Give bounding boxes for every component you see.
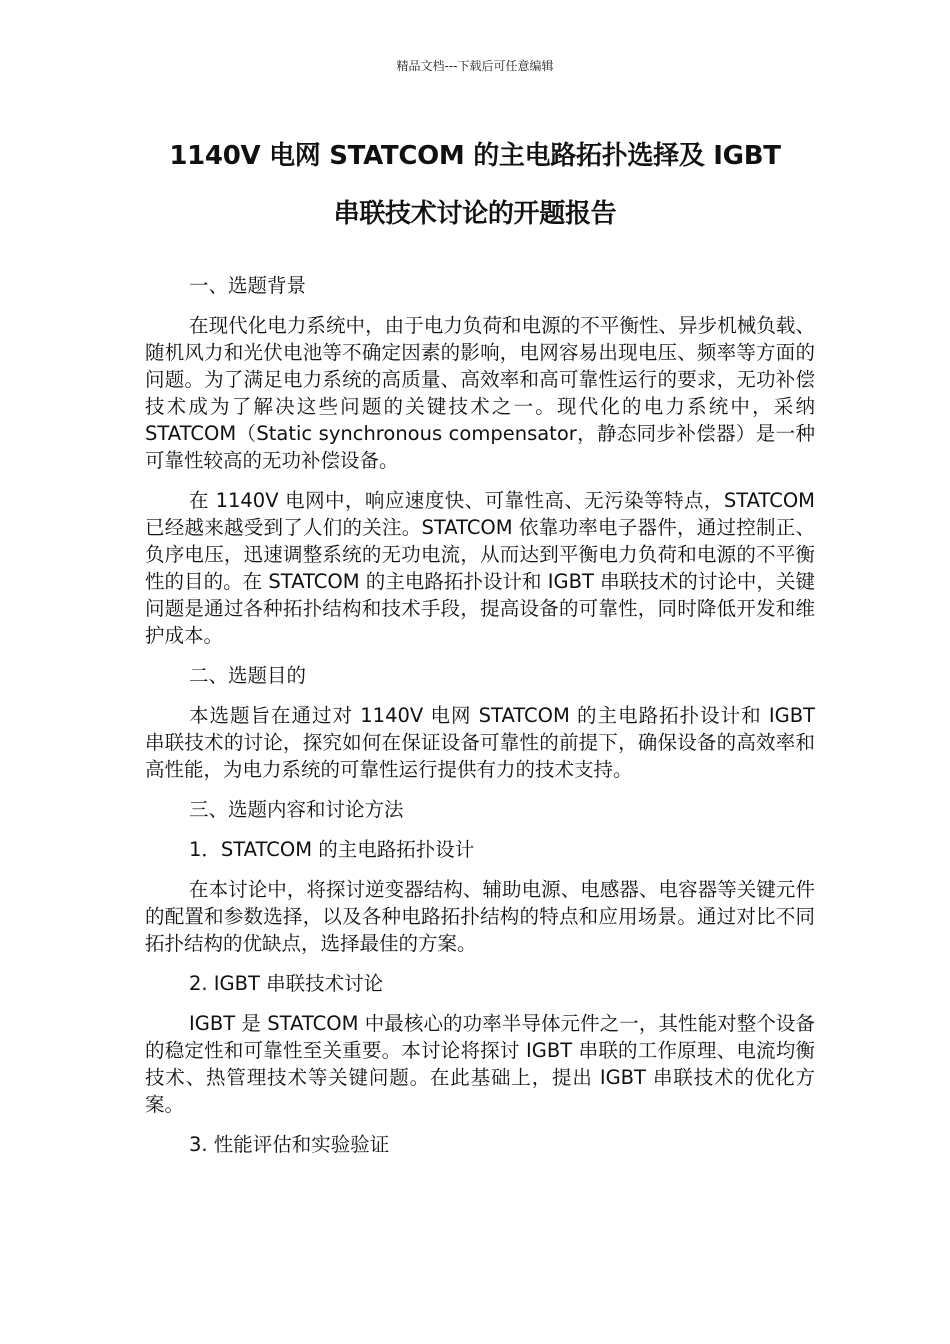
- document-title-line-1: 1140V 电网 STATCOM 的主电路拓扑选择及 IGBT: [169, 141, 781, 171]
- subheading-performance-evaluation: 3. 性能评估和实验验证: [189, 1133, 390, 1156]
- document-body: [145, 272, 815, 1171]
- page-header: 精品文档---下载后可任意编辑: [396, 59, 554, 73]
- paragraph-background-2: 在 1140V 电网中，响应速度快、可靠性高、无污染等特点，STATCOM 已经越来越受到了人们的关注。STATCOM 依靠功率电子器件，通过控制正、负序电压，迅速调整系统的无功电流，从而达到平衡电力负荷和电源的不平衡性的目的。在 STATCOM 的主电路拓扑设计和 IGBT 串联技术的讨论中，关键问题是通过各种拓扑结构和技术手段，提高设备的可靠性，同时降低开发和维护成本。: [145, 489, 815, 647]
- subheading-igbt-series: 2. IGBT 串联技术讨论: [189, 972, 384, 995]
- paragraph-background-1: 在现代化电力系统中，由于电力负荷和电源的不平衡性、异步机械负载、随机风力和光伏电池等不确定因素的影响，电网容易出现电压、频率等方面的问题。为了满足电力系统的高质量、高效率和高可靠性运行的要求，无功补偿技术成为了解决这些问题的关键技术之一。现代化的电力系统中，采纳 STATCOM（Static synchronous compensator，静态同步补偿器）是一种可靠性较高的无功补偿设备。: [145, 314, 815, 472]
- section-heading-purpose: 二、选题目的: [189, 664, 307, 687]
- section-heading-content-methods: 三、选题内容和讨论方法: [189, 798, 404, 821]
- paragraph-topology-design: 在本讨论中，将探讨逆变器结构、辅助电源、电感器、电容器等关键元件的配置和参数选择，以及各种电路拓扑结构的特点和应用场景。通过对比不同拓扑结构的优缺点，选择最佳的方案。: [145, 878, 815, 955]
- subheading-topology-design: 1．STATCOM 的主电路拓扑设计: [189, 838, 475, 861]
- paragraph-igbt-series: IGBT 是 STATCOM 中最核心的功率半导体元件之一，其性能对整个设备的稳定性和可靠性至关重要。本讨论将探讨 IGBT 串联的工作原理、电流均衡技术、热管理技术等关键问题。在此基础上，提出 IGBT 串联技术的优化方案。: [145, 1012, 815, 1116]
- section-heading-background: 一、选题背景: [189, 274, 307, 297]
- document-title-line-2: 串联技术讨论的开题报告: [333, 199, 617, 229]
- paragraph-purpose: 本选题旨在通过对 1140V 电网 STATCOM 的主电路拓扑设计和 IGBT 串联技术的讨论，探究如何在保证设备可靠性的前提下，确保设备的高效率和高性能，为电力系统的可靠性运行提供有力的技术支持。: [145, 704, 815, 781]
